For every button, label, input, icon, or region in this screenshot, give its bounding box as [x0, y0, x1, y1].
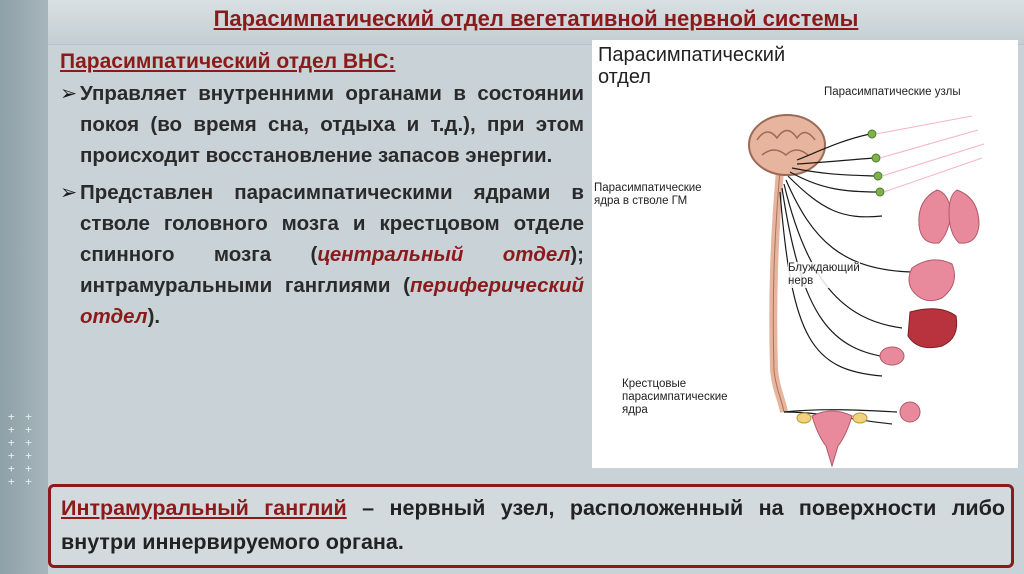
- plus-row: + +: [8, 449, 34, 462]
- diagram-title-line-2: отдел: [598, 66, 651, 88]
- stomach: [909, 260, 954, 301]
- section-subhead: Парасимпатический отдел ВНС:: [60, 50, 396, 73]
- brain: [749, 115, 825, 175]
- left-text-block: [60, 50, 584, 338]
- ovary-left: [797, 413, 811, 423]
- label-sacral-line-1: Крестцовые: [622, 378, 687, 390]
- plus-row: + +: [8, 462, 34, 475]
- parasympathetic-diagram: [592, 40, 1018, 468]
- bullet-arrow-icon: ➢: [60, 181, 78, 204]
- bullet-2: [60, 177, 584, 332]
- plus-row: + +: [8, 436, 34, 449]
- central-division-term: центральный отдел: [317, 243, 571, 266]
- definition-box: [48, 484, 1014, 568]
- left-decor-strip: [0, 0, 48, 574]
- definition-text: [61, 491, 1005, 559]
- definition-term: Интрамуральный ганглий: [61, 496, 347, 520]
- diagram-title: [598, 44, 785, 88]
- title-bar: [48, 0, 1024, 45]
- bullet-arrow-icon: ➢: [60, 82, 78, 105]
- kidney: [880, 347, 904, 365]
- lung-right: [949, 190, 979, 243]
- plus-decoration: [8, 410, 40, 488]
- liver: [908, 309, 957, 348]
- bullet-1: [60, 78, 584, 171]
- ganglia: [868, 130, 884, 196]
- plus-row: + +: [8, 410, 34, 423]
- label-vagus-line-2: нерв: [788, 275, 814, 287]
- label-sacral-line-2: парасимпатические: [622, 391, 728, 403]
- label-sacral-nuclei: [622, 378, 728, 417]
- target-lines: [876, 116, 984, 192]
- label-vagus-line-1: Блуждающий: [788, 262, 860, 274]
- bladder: [900, 402, 920, 422]
- plus-row: + +: [8, 423, 34, 436]
- definition-body: – нервный узел, расположенный на поверхности либо внутри иннервируемого органа.: [61, 496, 1005, 554]
- plus-row: + +: [8, 475, 34, 488]
- label-brainstem-line-2: ядра в стволе ГМ: [594, 195, 688, 207]
- uterus: [812, 411, 852, 466]
- diagram-title-line-1: Парасимпатический: [598, 44, 786, 66]
- bullet-2-text-a: Представлен парасимпатическими ядрами в стволе головного мозга и крестцовом отделе спинного мозга (: [80, 181, 584, 266]
- bullet-2-text-b: ); интрамуральными ганглиями (: [80, 243, 584, 297]
- organs: [797, 190, 979, 466]
- label-parasympathetic-nodes: Парасимпатические узлы: [824, 86, 961, 98]
- peripheral-division-term: периферический отдел: [80, 274, 584, 328]
- slide-title: Парасимпатический отдел вегетативной нервной системы: [213, 6, 859, 31]
- label-vagus-nerve: [788, 262, 860, 288]
- label-sacral-line-3: ядра: [622, 404, 648, 416]
- bullet-1-text: Управляет внутренними органами в состоянии покоя (во время сна, отдыха и т.д.), при этом происходит восстановление запасов энергии.: [80, 82, 584, 167]
- label-brainstem-nuclei: [594, 182, 702, 208]
- bullet-2-text-c: ).: [147, 305, 161, 328]
- label-brainstem-line-1: Парасимпатические: [594, 182, 702, 194]
- lung-left: [919, 190, 951, 243]
- ovary-right: [853, 413, 867, 423]
